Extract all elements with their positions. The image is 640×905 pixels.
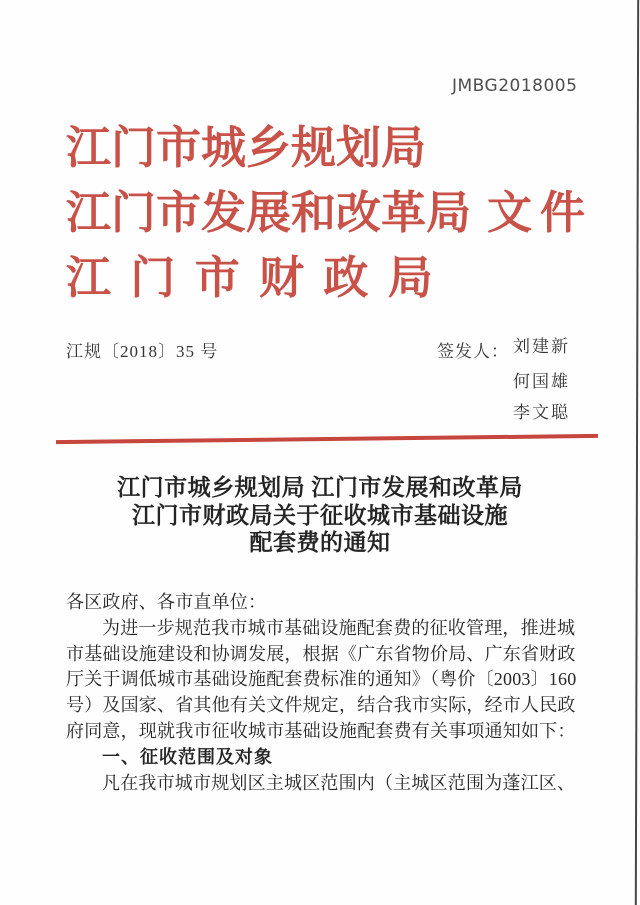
doc-type-label: 文件: [487, 188, 594, 238]
body-line: 市基础设施建设和协调发展，根据《广东省物价局、广东省财政: [66, 643, 576, 664]
agency-name-line-1: 江门市城乡规划局: [66, 123, 427, 173]
document-title-line-3: 配套费的通知: [249, 530, 391, 555]
red-separator-rule: [56, 434, 598, 444]
letterhead-agency-block: [66, 116, 593, 311]
issuer-name: 刘建新: [513, 337, 570, 356]
body-line: 厅关于调低城市基础设施配套费标准的通知》（粤价〔2003〕160: [66, 669, 577, 690]
body-line: 号）及国家、省其他有关文件规定，结合我市实际，经市人民政: [66, 695, 576, 716]
body-line: 凡在我市城市规划区主城区范围内（主城区范围为蓬江区、: [102, 772, 576, 793]
section-heading: 一、征收范围及对象: [102, 746, 273, 767]
document-body: [66, 590, 578, 796]
issuer-names: [513, 337, 570, 428]
issuer-name: 李文聪: [513, 403, 570, 422]
document-code: JMBG2018005: [452, 76, 578, 96]
issuer-label: 签发人：: [437, 342, 509, 361]
agency-name-2-text: 江门市发展和改革局: [66, 188, 472, 238]
agency-name-line-3: 江门市财政局: [66, 253, 453, 303]
document-title: [0, 474, 640, 557]
document-number: 江规〔2018〕35 号: [66, 342, 219, 361]
body-line: 府同意，现就我市征收城市基础设施配套费有关事项通知如下：: [66, 720, 576, 741]
scan-page-edge-line: [635, 0, 639, 905]
agency-name-line-2: [66, 181, 593, 246]
body-line: 为进一步规范我市城市基础设施配套费的征收管理，推进城: [102, 617, 576, 638]
salutation: 各区政府、各市直单位：: [66, 592, 267, 612]
document-meta-row: [66, 337, 570, 428]
document-title-line-2: 江门市财政局关于征收城市基础设施: [132, 502, 508, 528]
issuers-block: [437, 337, 570, 428]
document-title-line-1: 江门市城乡规划局 江门市发展和改革局: [117, 475, 523, 500]
issuer-name: 何国雄: [513, 372, 570, 391]
